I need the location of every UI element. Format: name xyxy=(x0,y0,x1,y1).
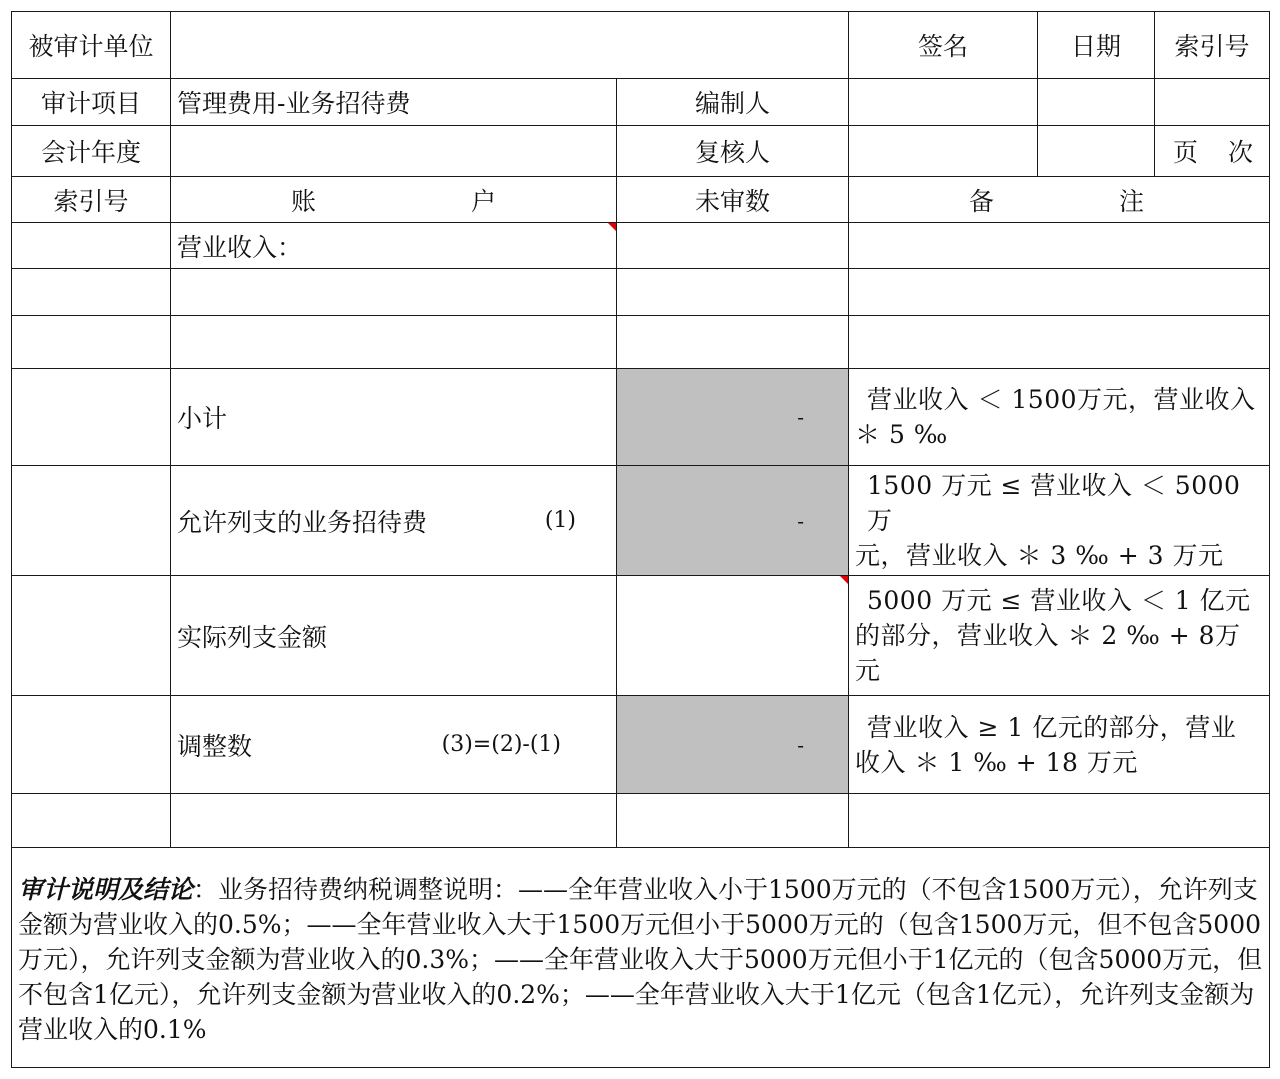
allowed-index-cell[interactable] xyxy=(12,466,171,576)
project-value[interactable]: 管理费用-业务招待费 xyxy=(171,79,617,126)
subtotal-index-cell[interactable] xyxy=(12,369,171,466)
preparer-label: 编制人 xyxy=(617,79,849,126)
revenue-value-cell[interactable] xyxy=(617,223,849,269)
col-header-account xyxy=(171,177,617,223)
blank-row-3-index[interactable] xyxy=(12,794,171,848)
adjust-note xyxy=(849,696,1270,794)
year-label: 会计年度 xyxy=(12,126,171,177)
preparer-index-cell[interactable] xyxy=(1155,79,1270,126)
actual-label: 实际列支金额 xyxy=(171,576,617,696)
page-label-1: 页 xyxy=(1173,138,1199,167)
subtotal-value-cell[interactable] xyxy=(617,369,849,466)
subtotal-note-line-1: 营业收入 ＜ 1500万元，营业收入 xyxy=(867,385,1256,414)
actual-note xyxy=(849,576,1270,696)
actual-note-line-1: 5000 万元 ≤ 营业收入 ＜ 1 亿元 xyxy=(867,586,1251,615)
conclusion-text: ：业务招待费纳税调整说明：——全年营业收入小于1500万元的（不包含1500万元），允许列支金额为营业收入的0.5%；——全年营业收入大于1500万元但小于5000万元的（包含1500万元，但不包含5000万元），允许列支金额为营业收入的0.3%；——全年营业收入大于5000万元但小于1亿元的（包含5000万元，但不包含1亿元），允许列支金额为营业收入的0.2%；——全年营业收入大于1亿元（包含1亿元），允许列支金额为营业收入的0.1% xyxy=(18,875,1263,1044)
subtotal-label: 小计 xyxy=(171,369,617,466)
blank-row-1-account[interactable] xyxy=(171,269,617,316)
subtotal-note xyxy=(849,369,1270,466)
allowed-note-line-2: 元，营业收入 ＊ 3 ‰ + 3 万元 xyxy=(855,541,1224,570)
subtotal-value: - xyxy=(797,405,804,429)
col-header-remark-1: 备 xyxy=(969,186,995,216)
blank-row-3-value[interactable] xyxy=(617,794,849,848)
blank-row-1-index[interactable] xyxy=(12,269,171,316)
reviewer-date-cell[interactable] xyxy=(1038,126,1155,177)
adjust-formula: (3)=(2)-(1) xyxy=(441,732,561,757)
allowed-label: 允许列支的业务招待费 xyxy=(177,507,428,537)
actual-value-cell[interactable] xyxy=(617,576,849,696)
adjust-note-line-2: 收入 ＊ 1 ‰ + 18 万元 xyxy=(855,747,1138,777)
reviewer-sign-cell[interactable] xyxy=(849,126,1038,177)
adjust-value: - xyxy=(797,732,804,757)
col-header-account-2: 户 xyxy=(470,186,496,216)
adjust-note-line-1: 营业收入 ≥ 1 亿元的部分，营业 xyxy=(867,712,1237,742)
adjust-value-cell[interactable] xyxy=(617,696,849,794)
blank-row-2-account[interactable] xyxy=(171,316,617,369)
blank-row-2-value[interactable] xyxy=(617,316,849,369)
conclusion-label: 审计说明及结论 xyxy=(18,875,194,904)
blank-row-2-index[interactable] xyxy=(12,316,171,369)
allowed-label-cell xyxy=(171,466,617,576)
workpaper-table xyxy=(11,11,1270,1068)
page-label-cell xyxy=(1155,126,1270,177)
actual-index-cell[interactable] xyxy=(12,576,171,696)
adjust-label-cell xyxy=(171,696,617,794)
subtotal-note-line-2: ＊ 5 ‰ xyxy=(855,420,948,449)
blank-row-2-remark[interactable] xyxy=(849,316,1270,369)
allowed-value: - xyxy=(797,508,804,533)
col-header-index: 索引号 xyxy=(12,177,171,223)
project-label: 审计项目 xyxy=(12,79,171,126)
blank-row-3-account[interactable] xyxy=(171,794,617,848)
actual-note-line-2: 的部分，营业收入 ＊ 2 ‰ + 8万元 xyxy=(855,621,1241,685)
allowed-note xyxy=(849,466,1270,576)
preparer-sign-cell[interactable] xyxy=(849,79,1038,126)
revenue-label: 营业收入： xyxy=(171,223,617,269)
preparer-date-cell[interactable] xyxy=(1038,79,1155,126)
allowed-value-cell[interactable] xyxy=(617,466,849,576)
audit-conclusion xyxy=(12,848,1270,1068)
allowed-formula: (1) xyxy=(544,508,576,533)
entity-value[interactable] xyxy=(171,12,849,79)
blank-row-1-value[interactable] xyxy=(617,269,849,316)
sign-label: 签名 xyxy=(849,12,1038,79)
index-label: 索引号 xyxy=(1155,12,1270,79)
adjust-index-cell[interactable] xyxy=(12,696,171,794)
revenue-remark-cell[interactable] xyxy=(849,223,1270,269)
col-header-unaudited: 未审数 xyxy=(617,177,849,223)
blank-row-1-remark[interactable] xyxy=(849,269,1270,316)
date-label: 日期 xyxy=(1038,12,1155,79)
col-header-remark xyxy=(849,177,1270,223)
year-value[interactable] xyxy=(171,126,617,177)
allowed-note-line-1: 1500 万元 ≤ 营业收入 ＜ 5000万 xyxy=(867,471,1241,535)
revenue-index-cell[interactable] xyxy=(12,223,171,269)
col-header-account-1: 账 xyxy=(291,186,317,216)
reviewer-label: 复核人 xyxy=(617,126,849,177)
page-label-2: 次 xyxy=(1227,138,1253,167)
entity-label: 被审计单位 xyxy=(12,12,171,79)
col-header-remark-2: 注 xyxy=(1118,186,1144,216)
adjust-label: 调整数 xyxy=(177,731,253,761)
blank-row-3-remark[interactable] xyxy=(849,794,1270,848)
